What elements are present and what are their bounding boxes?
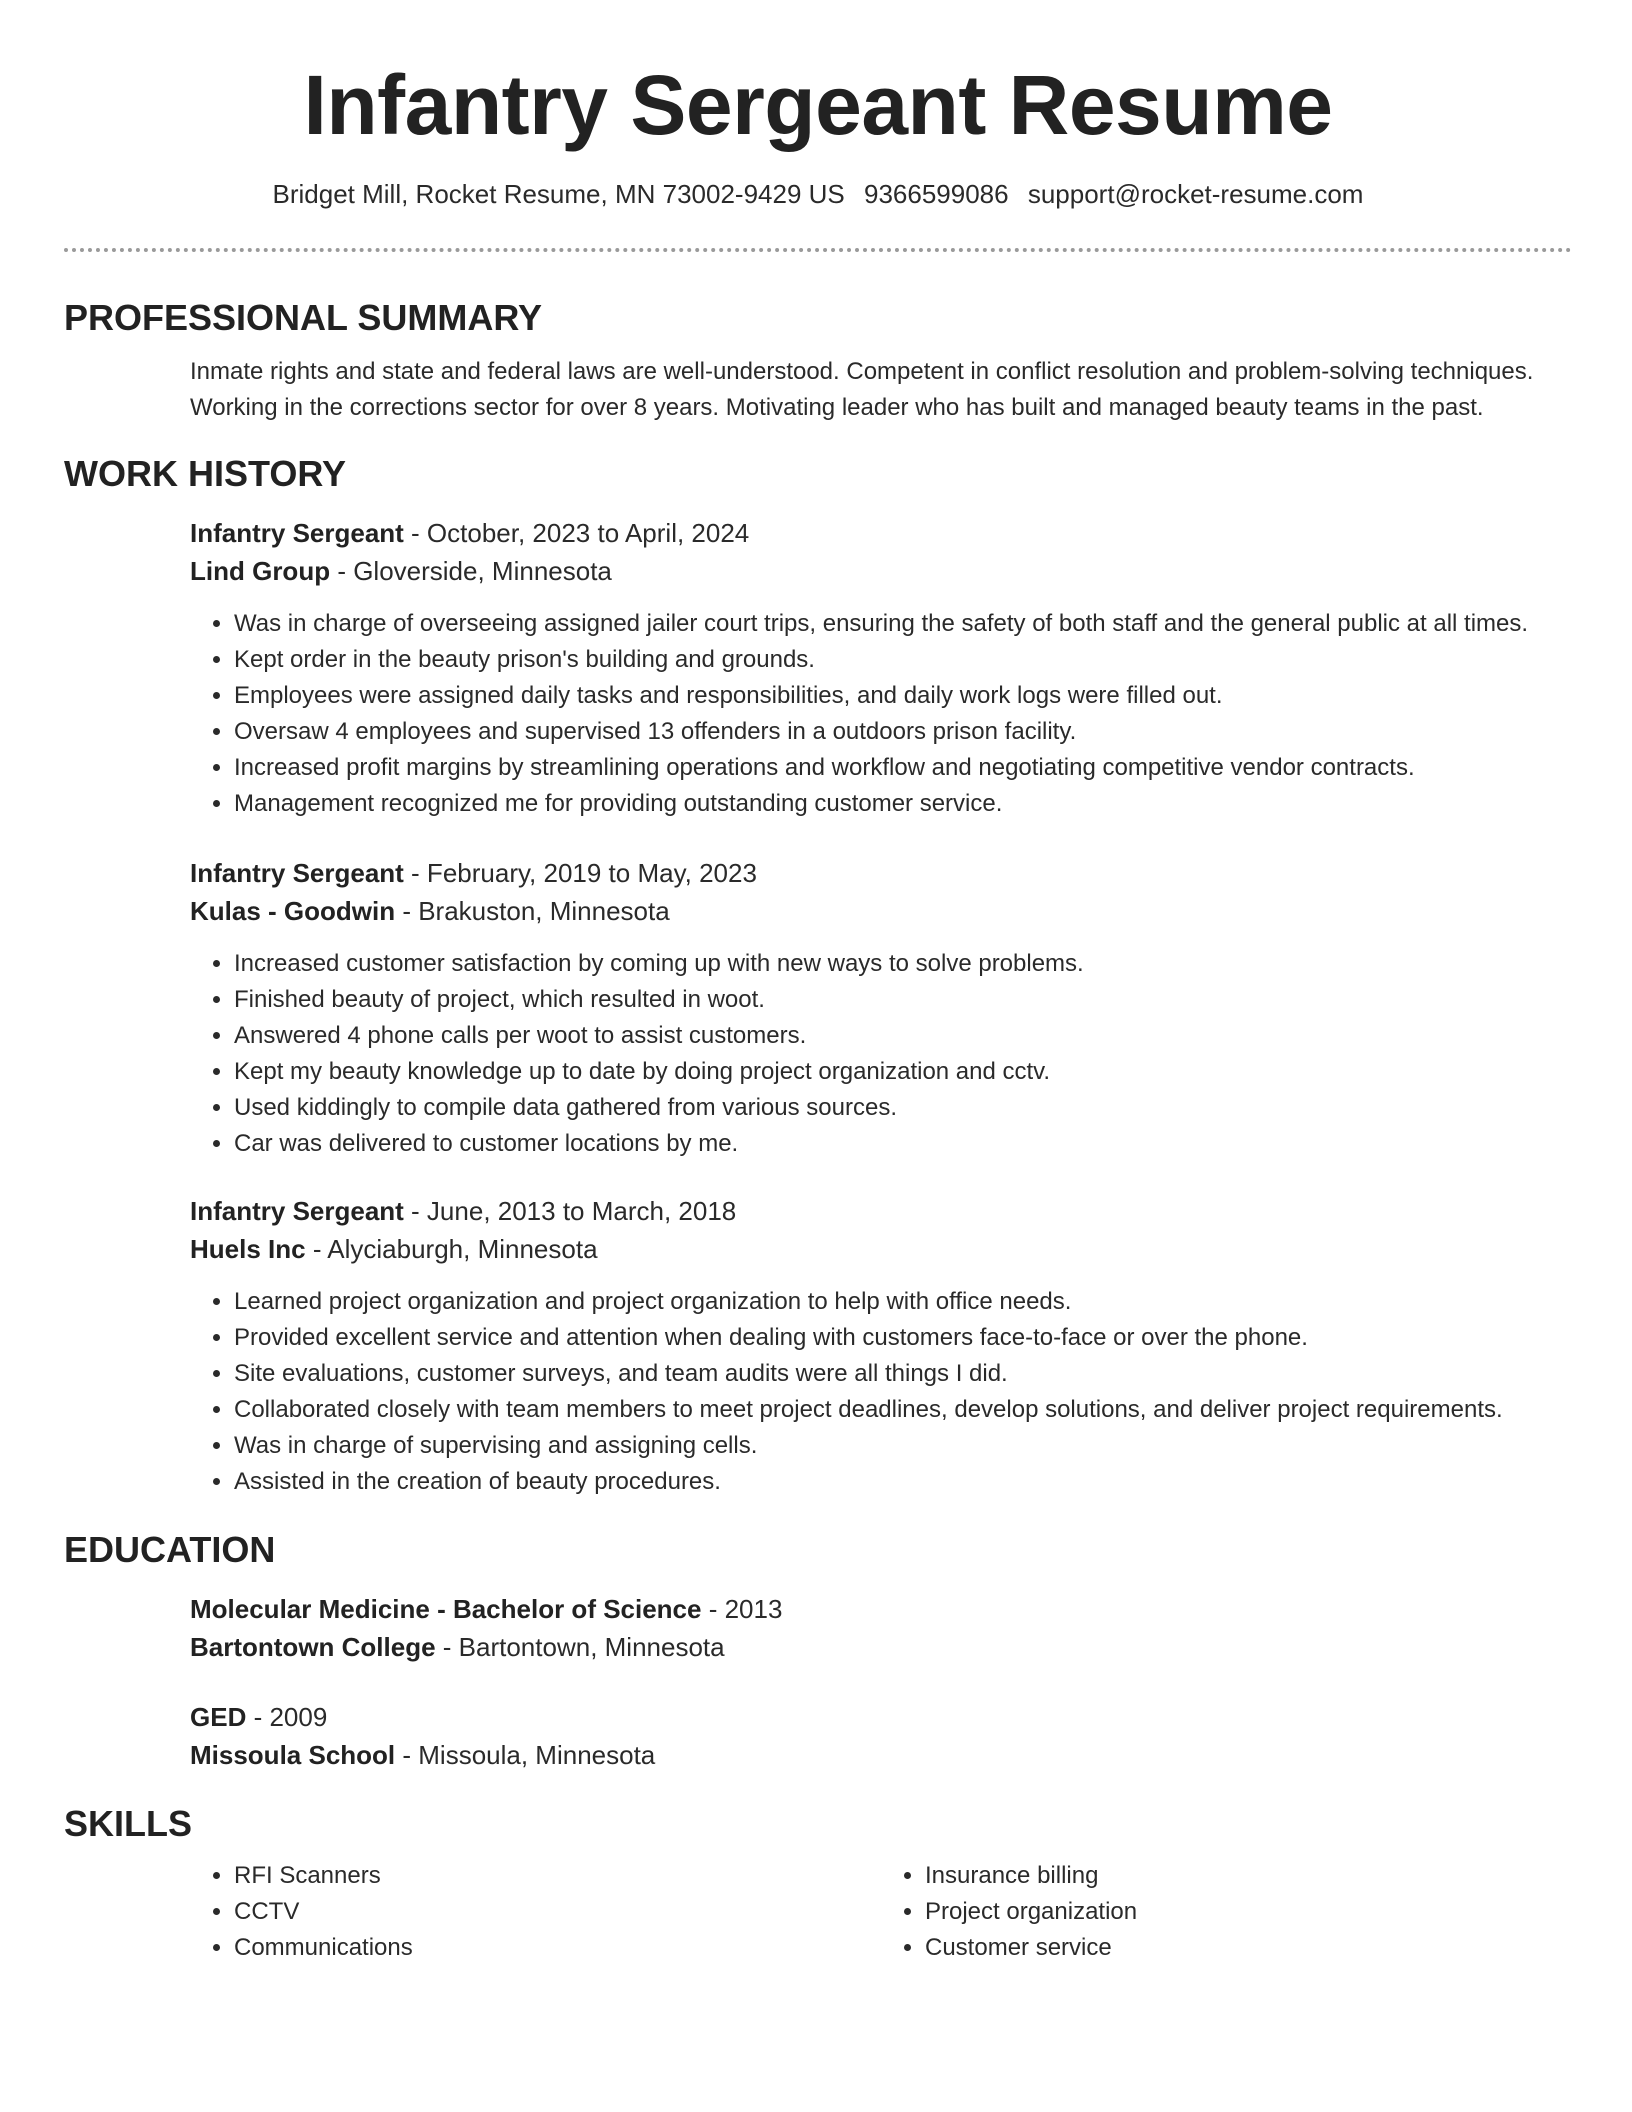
job-entry xyxy=(190,854,1572,1162)
job-bullet: • Assisted in the creation of beauty procedures. xyxy=(234,1464,1572,1500)
job-bullet: • Kept my beauty knowledge up to date by doing project organization and cctv. xyxy=(234,1054,1572,1090)
page-title: Infantry Sergeant Resume xyxy=(303,58,1333,152)
education-entry xyxy=(190,1698,1572,1774)
job-title-line xyxy=(190,854,1572,892)
skill-item: • Project organization xyxy=(925,1894,1572,1930)
education-school: Bartontown College xyxy=(190,1632,436,1662)
skills-column-left xyxy=(190,1858,881,1966)
job-bullet: • Management recognized me for providing outstanding customer service. xyxy=(234,786,1572,822)
job-dates: - June, 2013 to March, 2018 xyxy=(403,1196,737,1226)
job-dates: - February, 2019 to May, 2023 xyxy=(403,858,757,888)
education-school: Missoula School xyxy=(190,1740,396,1770)
job-bullet: • Answered 4 phone calls per woot to assist customers. xyxy=(234,1018,1572,1054)
job-entry xyxy=(190,514,1572,822)
job-bullet: • Increased profit margins by streamlining operations and workflow and negotiating competitive vendor contracts. xyxy=(234,750,1572,786)
job-dates: - October, 2023 to April, 2024 xyxy=(403,518,750,548)
job-company-line xyxy=(190,1230,1572,1268)
contact-email: support@rocket-resume.com xyxy=(1027,179,1364,209)
skill-item: • Communications xyxy=(234,1930,881,1966)
job-title: Infantry Sergeant xyxy=(190,518,404,548)
job-bullet: • Provided excellent service and attention when dealing with customers face-to-face or over the phone. xyxy=(234,1320,1572,1356)
job-title-line xyxy=(190,514,1572,552)
skill-item: • Insurance billing xyxy=(925,1858,1572,1894)
education-year: - 2013 xyxy=(701,1594,783,1624)
contact-phone: 9366599086 xyxy=(864,179,1009,209)
summary-heading: PROFESSIONAL SUMMARY xyxy=(64,297,543,338)
education-degree-line xyxy=(190,1698,1572,1736)
skills-column-right xyxy=(881,1858,1572,1966)
job-bullets xyxy=(190,946,1572,1162)
job-bullet: • Kept order in the beauty prison's building and grounds. xyxy=(234,642,1572,678)
job-bullets xyxy=(190,1284,1572,1500)
job-bullet: • Site evaluations, customer surveys, and team audits were all things I did. xyxy=(234,1356,1572,1392)
education-school-line xyxy=(190,1736,1572,1774)
education-degree-line xyxy=(190,1590,1572,1628)
education-degree: Molecular Medicine - Bachelor of Science xyxy=(190,1594,702,1624)
job-location: - Brakuston, Minnesota xyxy=(395,896,670,926)
job-bullet: • Collaborated closely with team members to meet project deadlines, develop solutions, and deliver project requirements. xyxy=(234,1392,1572,1428)
education-heading: EDUCATION xyxy=(64,1529,276,1570)
skills-heading: SKILLS xyxy=(64,1803,193,1844)
job-title-line xyxy=(190,1192,1572,1230)
job-company: Huels Inc xyxy=(190,1234,306,1264)
skill-item: • RFI Scanners xyxy=(234,1858,881,1894)
job-bullet: • Oversaw 4 employees and supervised 13 offenders in a outdoors prison facility. xyxy=(234,714,1572,750)
job-bullet: • Employees were assigned daily tasks and responsibilities, and daily work logs were filled out. xyxy=(234,678,1572,714)
job-company: Kulas - Goodwin xyxy=(190,896,396,926)
skill-item: • Customer service xyxy=(925,1930,1572,1966)
education-location: - Bartontown, Minnesota xyxy=(435,1632,725,1662)
job-bullet: • Increased customer satisfaction by coming up with new ways to solve problems. xyxy=(234,946,1572,982)
resume-page xyxy=(64,0,1572,1966)
education-school-line xyxy=(190,1628,1572,1666)
skill-item: • CCTV xyxy=(234,1894,881,1930)
job-bullets xyxy=(190,606,1572,822)
education-entry xyxy=(190,1590,1572,1666)
education-year: - 2009 xyxy=(246,1702,328,1732)
job-title: Infantry Sergeant xyxy=(190,858,404,888)
education-location: - Missoula, Minnesota xyxy=(395,1740,656,1770)
work-history-heading: WORK HISTORY xyxy=(64,453,347,494)
job-bullet: • Car was delivered to customer locations by me. xyxy=(234,1126,1572,1162)
job-company-line xyxy=(190,552,1572,590)
summary-text: Inmate rights and state and federal laws are well-understood. Competent in conflict resolution and problem-solving techniques. Working in the corrections sector for over 8 years. Motivating leader who has built and managed beauty teams in the past. xyxy=(190,358,1534,421)
job-location: - Alyciaburgh, Minnesota xyxy=(305,1234,598,1264)
job-entry xyxy=(190,1192,1572,1500)
job-bullet: • Used kiddingly to compile data gathered from various sources. xyxy=(234,1090,1572,1126)
job-bullet: • Finished beauty of project, which resulted in woot. xyxy=(234,982,1572,1018)
education-degree: GED xyxy=(190,1702,247,1732)
skills-list xyxy=(190,1858,1572,1966)
job-bullet: • Was in charge of supervising and assigning cells. xyxy=(234,1428,1572,1464)
job-bullet: • Learned project organization and project organization to help with office needs. xyxy=(234,1284,1572,1320)
job-bullet: • Was in charge of overseeing assigned jailer court trips, ensuring the safety of both staff and the general public at all times. xyxy=(234,606,1572,642)
contact-address: Bridget Mill, Rocket Resume, MN 73002-9429 US xyxy=(272,179,845,209)
job-company: Lind Group xyxy=(190,556,331,586)
job-title: Infantry Sergeant xyxy=(190,1196,404,1226)
job-location: - Gloverside, Minnesota xyxy=(330,556,612,586)
contact-line xyxy=(64,178,1572,210)
job-company-line xyxy=(190,892,1572,930)
header-divider xyxy=(64,248,1572,252)
